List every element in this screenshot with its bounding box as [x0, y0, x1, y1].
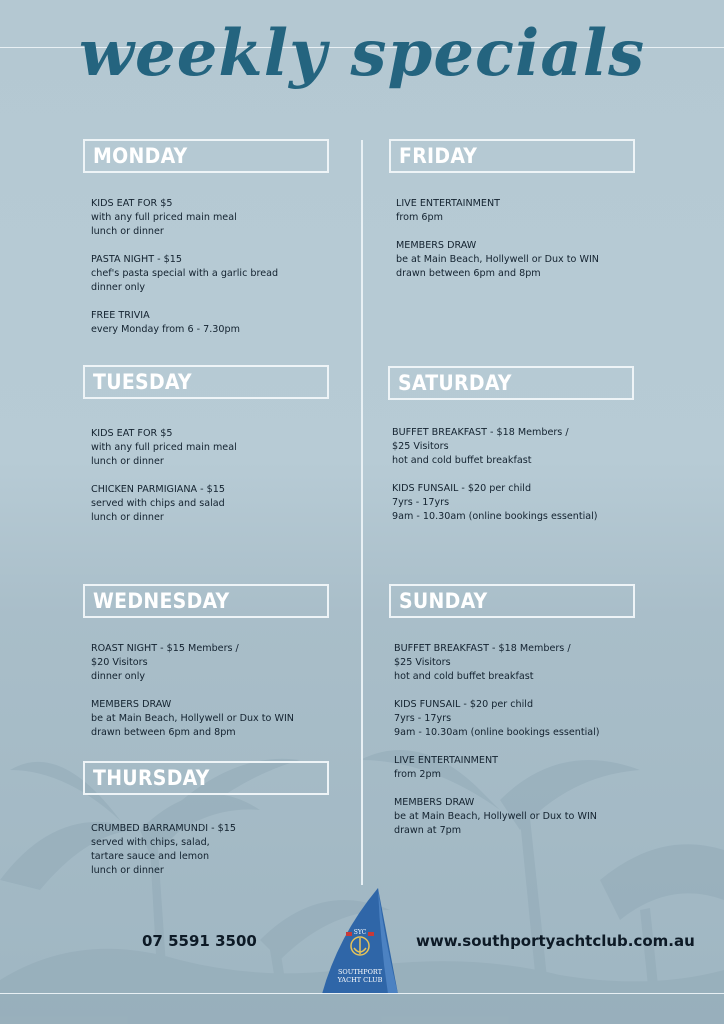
special-title: KIDS EAT FOR $5	[91, 198, 173, 209]
special-detail: 9am - 10.30am (online bookings essential)	[392, 511, 598, 522]
special-item	[394, 698, 600, 740]
yacht-club-logo-icon	[318, 886, 402, 996]
special-title: CRUMBED BARRAMUNDI - $15	[91, 823, 236, 834]
special-title: CHICKEN PARMIGIANA - $15	[91, 484, 225, 495]
special-title: KIDS FUNSAIL - $20 per child	[392, 483, 532, 494]
special-item	[91, 698, 294, 740]
special-title: FREE TRIVIA	[91, 310, 150, 321]
logo-text-line1: SOUTHPORT	[337, 968, 383, 976]
special-title: BUFFET BREAKFAST - $18 Members /	[392, 427, 569, 438]
special-item	[91, 483, 237, 525]
logo-monogram: SYC	[353, 929, 367, 936]
special-item	[394, 642, 600, 684]
special-detail: from 6pm	[396, 212, 443, 223]
special-detail: from 2pm	[394, 769, 441, 780]
special-item	[91, 427, 237, 469]
special-detail: with any full priced main meal	[91, 212, 237, 223]
special-detail: lunch or dinner	[91, 226, 164, 237]
special-detail: 9am - 10.30am (online bookings essential)	[394, 727, 600, 738]
special-item	[91, 253, 278, 295]
special-detail: every Monday from 6 - 7.30pm	[91, 324, 240, 335]
special-detail: dinner only	[91, 671, 146, 682]
special-item	[396, 197, 599, 225]
day-items-wednesday	[91, 642, 294, 754]
special-detail: lunch or dinner	[91, 512, 164, 523]
special-detail: $20 Visitors	[91, 657, 148, 668]
day-items-saturday	[392, 426, 598, 538]
special-detail: served with chips, salad,	[91, 837, 210, 848]
special-detail: lunch or dinner	[91, 865, 164, 876]
special-detail: served with chips and salad	[91, 498, 225, 509]
day-heading-saturday: SATURDAY	[388, 366, 634, 400]
special-detail: chef's pasta special with a garlic bread	[91, 268, 279, 279]
day-items-thursday	[91, 822, 236, 892]
special-item	[392, 426, 598, 468]
special-detail: tartare sauce and lemon	[91, 851, 210, 862]
special-item	[91, 642, 294, 684]
special-title: LIVE ENTERTAINMENT	[394, 755, 499, 766]
special-detail: be at Main Beach, Hollywell or Dux to WIN	[91, 713, 294, 724]
special-item	[392, 482, 598, 524]
special-detail: drawn at 7pm	[394, 825, 462, 836]
special-detail: be at Main Beach, Hollywell or Dux to WIN	[394, 811, 597, 822]
day-items-sunday	[394, 642, 600, 852]
special-detail: lunch or dinner	[91, 456, 164, 467]
special-title: KIDS EAT FOR $5	[91, 428, 173, 439]
special-title: MEMBERS DRAW	[396, 240, 477, 251]
day-heading-sunday: SUNDAY	[389, 584, 635, 618]
page-title: weekly specials	[78, 16, 646, 91]
special-title: PASTA NIGHT - $15	[91, 254, 182, 265]
special-detail: $25 Visitors	[394, 657, 451, 668]
bottom-rule	[0, 993, 724, 994]
special-title: BUFFET BREAKFAST - $18 Members /	[394, 643, 571, 654]
special-detail: $25 Visitors	[392, 441, 449, 452]
day-heading-wednesday: WEDNESDAY	[83, 584, 329, 618]
day-items-friday	[396, 197, 599, 295]
day-heading-monday: MONDAY	[83, 139, 329, 173]
column-divider	[361, 140, 363, 885]
special-detail: dinner only	[91, 282, 146, 293]
special-detail: hot and cold buffet breakfast	[394, 671, 534, 682]
special-detail: 7yrs - 17yrs	[394, 713, 452, 724]
special-detail: with any full priced main meal	[91, 442, 237, 453]
day-heading-thursday: THURSDAY	[83, 761, 329, 795]
website-link[interactable]: www.southportyachtclub.com.au	[416, 932, 695, 950]
special-detail: hot and cold buffet breakfast	[392, 455, 532, 466]
special-item	[394, 796, 600, 838]
day-items-monday	[91, 197, 278, 351]
special-item	[394, 754, 600, 782]
special-detail: be at Main Beach, Hollywell or Dux to WIN	[396, 254, 599, 265]
special-detail: 7yrs - 17yrs	[392, 497, 450, 508]
special-item	[91, 309, 278, 337]
special-detail: drawn between 6pm and 8pm	[396, 268, 541, 279]
special-title: LIVE ENTERTAINMENT	[396, 198, 501, 209]
logo-text-line2: YACHT CLUB	[337, 976, 383, 984]
special-item	[91, 822, 236, 878]
special-detail: drawn between 6pm and 8pm	[91, 727, 236, 738]
day-heading-tuesday: TUESDAY	[83, 365, 329, 399]
special-item	[91, 197, 278, 239]
day-heading-friday: FRIDAY	[389, 139, 635, 173]
phone-number: 07 5591 3500	[142, 932, 257, 950]
special-item	[396, 239, 599, 281]
special-title: ROAST NIGHT - $15 Members /	[91, 643, 239, 654]
special-title: MEMBERS DRAW	[394, 797, 475, 808]
day-items-tuesday	[91, 427, 237, 539]
special-title: KIDS FUNSAIL - $20 per child	[394, 699, 534, 710]
special-title: MEMBERS DRAW	[91, 699, 172, 710]
